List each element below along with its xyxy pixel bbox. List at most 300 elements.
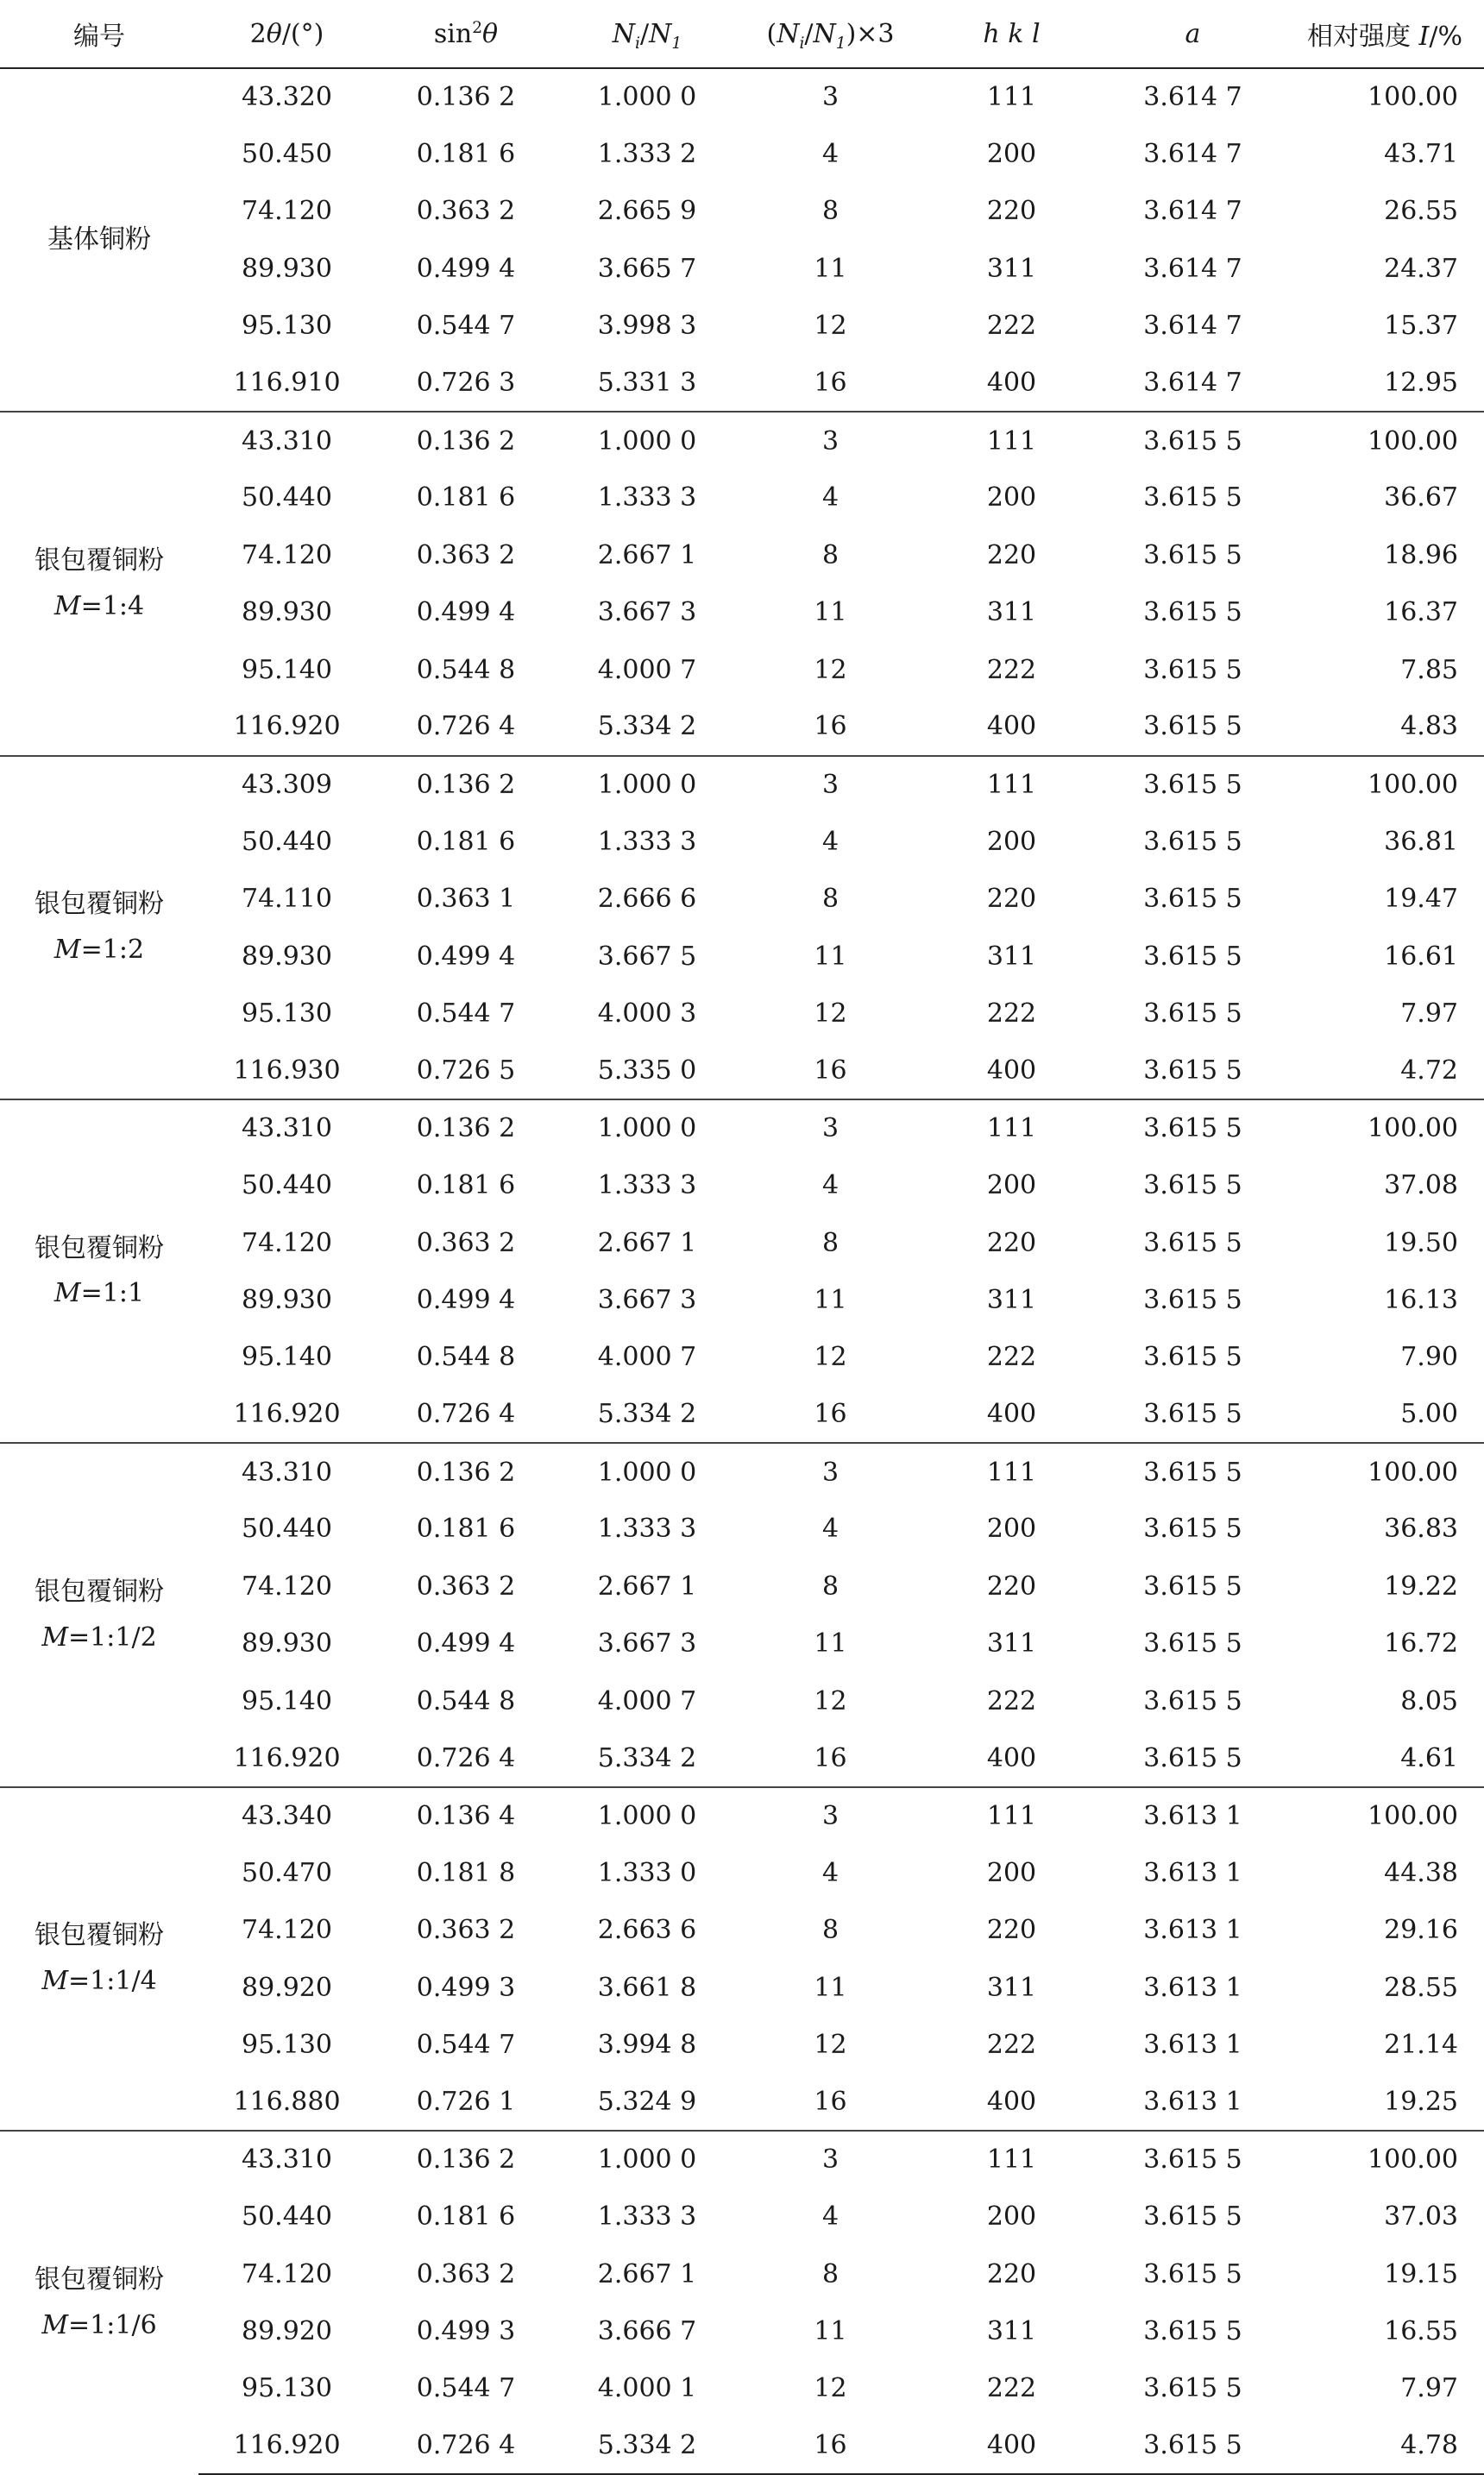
cell-ratio-x3: 16 [814, 1399, 847, 1430]
cell-ratio: 2.667 1 [597, 1227, 697, 1258]
cell-sin2-theta: 0.544 7 [416, 2029, 516, 2060]
cell-ratio-x3: 3 [738, 1787, 923, 1844]
cell-sin2-theta: 0.363 1 [416, 884, 516, 915]
cell-lattice-a: 3.615 5 [1143, 1742, 1242, 1773]
cell-two-theta: 89.930 [242, 1284, 332, 1315]
cell-lattice-a: 3.613 1 [1143, 2029, 1242, 2060]
sample-label [0, 412, 198, 755]
cell-sin2-theta: 0.726 4 [416, 1742, 516, 1773]
cell-hkl: 222 [986, 1685, 1037, 1716]
cell-ratio-x3: 16 [738, 2417, 923, 2474]
cell-hkl: 200 [986, 139, 1037, 170]
sample-label [0, 68, 198, 412]
cell-ratio: 3.667 3 [597, 1284, 697, 1315]
cell-ratio-x3: 4 [821, 482, 839, 513]
cell-lattice-a: 3.615 5 [1143, 539, 1242, 570]
cell-lattice-a: 3.615 5 [1143, 1342, 1242, 1373]
cell-sin2-theta: 0.181 6 [416, 482, 516, 513]
cell-intensity: 44.38 [1384, 1857, 1458, 1888]
cell-sin2-theta: 0.726 4 [416, 1399, 516, 1430]
cell-intensity: 19.50 [1384, 1227, 1458, 1258]
cell-ratio-x3: 3 [738, 1099, 923, 1156]
cell-sin2-theta: 0.499 4 [416, 1284, 516, 1315]
cell-intensity: 16.72 [1384, 1628, 1458, 1659]
cell-lattice-a: 3.614 7 [1143, 311, 1242, 342]
cell-lattice-a: 3.615 5 [1143, 711, 1242, 742]
cell-two-theta: 95.130 [242, 2373, 332, 2404]
cell-intensity: 19.15 [1384, 2258, 1458, 2289]
sample-group [0, 1443, 1484, 1786]
table-row [0, 240, 1484, 297]
cell-ratio-x3: 11 [814, 941, 847, 972]
cell-hkl: 400 [986, 1055, 1037, 1086]
cell-ratio: 1.000 0 [556, 1443, 738, 1500]
table-row [0, 1844, 1484, 1901]
cell-sin2-theta: 0.726 1 [416, 2086, 516, 2117]
cell-sin2-theta: 0.363 2 [416, 1571, 516, 1602]
cell-lattice-a: 3.615 5 [1100, 1443, 1286, 1500]
cell-ratio-x3: 16 [814, 711, 847, 742]
cell-intensity: 26.55 [1384, 196, 1458, 227]
cell-ratio-x3: 12 [814, 2373, 847, 2404]
sample-label [0, 756, 198, 1099]
cell-sin2-theta: 0.544 7 [416, 311, 516, 342]
cell-lattice-a: 3.614 7 [1143, 368, 1242, 399]
cell-lattice-a: 3.615 5 [1143, 1514, 1242, 1545]
cell-hkl: 220 [986, 2258, 1037, 2289]
cell-lattice-a: 3.613 1 [1143, 2086, 1242, 2117]
cell-lattice-a: 3.613 1 [1100, 1787, 1286, 1844]
sample-label [0, 1443, 198, 1786]
header-lattice-a: a [1100, 0, 1286, 68]
cell-hkl: 220 [986, 1571, 1037, 1602]
cell-ratio-x3: 12 [814, 654, 847, 685]
cell-lattice-a: 3.615 5 [1143, 2373, 1242, 2404]
cell-hkl: 111 [923, 1787, 1100, 1844]
cell-lattice-a: 3.615 5 [1143, 2201, 1242, 2233]
cell-ratio-x3: 12 [814, 998, 847, 1029]
cell-intensity: 19.25 [1384, 2086, 1458, 2117]
cell-ratio: 5.334 2 [597, 1742, 697, 1773]
cell-ratio: 1.333 3 [597, 482, 697, 513]
cell-ratio-x3: 8 [821, 1915, 839, 1946]
header-ratio: $N_i/N_1$ [556, 0, 738, 68]
cell-sin2-theta: 0.136 4 [375, 1787, 556, 1844]
sample-name: 银包覆铜粉 [35, 1920, 164, 1951]
cell-intensity: 16.37 [1384, 597, 1458, 628]
cell-ratio: 1.333 3 [597, 826, 697, 857]
cell-two-theta: 50.440 [242, 826, 332, 857]
cell-two-theta: 43.309 [198, 756, 375, 813]
cell-ratio: 3.666 7 [597, 2315, 697, 2346]
cell-intensity: 7.90 [1400, 1342, 1458, 1373]
cell-two-theta: 43.310 [198, 2131, 375, 2188]
cell-ratio: 1.333 3 [597, 2201, 697, 2233]
cell-hkl: 400 [986, 1742, 1037, 1773]
cell-hkl: 220 [986, 1227, 1037, 1258]
cell-ratio-x3: 8 [821, 2258, 839, 2289]
cell-lattice-a: 3.615 5 [1143, 941, 1242, 972]
cell-hkl: 222 [986, 654, 1037, 685]
cell-sin2-theta: 0.726 5 [416, 1055, 516, 1086]
cell-intensity: 100.00 [1368, 82, 1458, 113]
cell-ratio: 2.667 1 [597, 2258, 697, 2289]
cell-hkl: 400 [986, 368, 1037, 399]
cell-ratio-x3: 12 [814, 311, 847, 342]
cell-hkl: 222 [986, 2029, 1037, 2060]
table-row [0, 1099, 1484, 1156]
cell-sin2-theta: 0.136 2 [375, 2131, 556, 2188]
table-row [0, 526, 1484, 583]
table-row [0, 1214, 1484, 1271]
cell-sin2-theta: 0.544 7 [416, 2373, 516, 2404]
cell-ratio-x3: 8 [821, 1571, 839, 1602]
cell-two-theta: 50.440 [242, 1170, 332, 1201]
cell-intensity: 4.72 [1400, 1055, 1458, 1086]
cell-ratio-x3: 11 [814, 597, 847, 628]
cell-hkl: 111 [923, 2131, 1100, 2188]
cell-lattice-a: 3.615 5 [1143, 1055, 1242, 1086]
cell-two-theta: 116.880 [233, 2086, 341, 2117]
cell-intensity: 100.00 [1286, 1443, 1484, 1500]
sample-label [0, 2131, 198, 2474]
cell-ratio-x3: 11 [814, 2315, 847, 2346]
cell-lattice-a: 3.615 5 [1143, 1685, 1242, 1716]
sample-group [0, 2131, 1484, 2474]
cell-ratio-x3: 4 [821, 139, 839, 170]
cell-intensity: 36.83 [1384, 1514, 1458, 1545]
cell-lattice-a: 3.615 5 [1100, 2417, 1286, 2474]
cell-hkl: 111 [986, 82, 1037, 113]
cell-lattice-a: 3.615 5 [1143, 597, 1242, 628]
cell-two-theta: 89.930 [242, 1628, 332, 1659]
table-row [0, 2016, 1484, 2073]
cell-two-theta: 74.110 [242, 884, 332, 915]
table-row [0, 1729, 1484, 1786]
cell-two-theta: 95.140 [242, 654, 332, 685]
cell-sin2-theta: 0.181 6 [416, 1170, 516, 1201]
cell-two-theta: 43.310 [198, 1099, 375, 1156]
sample-ratio: M=1:4 [53, 590, 145, 621]
table-row [0, 1271, 1484, 1328]
table-row [0, 355, 1484, 412]
table-row [0, 1787, 1484, 1844]
sample-name: 银包覆铜粉 [35, 1577, 164, 1608]
cell-intensity: 19.47 [1384, 884, 1458, 915]
cell-two-theta: 74.120 [242, 1227, 332, 1258]
cell-ratio-x3: 4 [821, 2201, 839, 2233]
table-row [0, 756, 1484, 813]
cell-ratio-x3: 11 [814, 253, 847, 284]
cell-intensity: 4.83 [1400, 711, 1458, 742]
table-row [0, 1959, 1484, 2016]
cell-hkl: 222 [986, 311, 1037, 342]
cell-hkl: 111 [923, 1099, 1100, 1156]
cell-ratio-x3: 11 [814, 1628, 847, 1659]
cell-lattice-a: 3.614 7 [1143, 196, 1242, 227]
sample-ratio: M=1:1 [53, 1278, 145, 1309]
sample-ratio: M=1:1/2 [41, 1622, 157, 1653]
cell-lattice-a: 3.614 7 [1143, 139, 1242, 170]
cell-sin2-theta: 0.363 2 [416, 1227, 516, 1258]
cell-sin2-theta: 0.544 8 [416, 1685, 516, 1716]
cell-intensity: 16.61 [1384, 941, 1458, 972]
cell-ratio: 1.000 0 [556, 412, 738, 469]
cell-two-theta: 50.450 [242, 139, 332, 170]
cell-hkl: 220 [986, 539, 1037, 570]
cell-intensity: 24.37 [1384, 253, 1458, 284]
cell-sin2-theta: 0.363 2 [416, 2258, 516, 2289]
table-row [0, 698, 1484, 755]
cell-sin2-theta: 0.726 3 [416, 368, 516, 399]
sample-name: 基体铜粉 [47, 224, 151, 255]
cell-two-theta: 116.920 [198, 2417, 375, 2474]
cell-hkl: 200 [986, 1514, 1037, 1545]
cell-ratio-x3: 8 [821, 884, 839, 915]
table-row [0, 928, 1484, 985]
cell-hkl: 400 [923, 2417, 1100, 2474]
cell-intensity: 7.97 [1400, 998, 1458, 1029]
cell-hkl: 220 [986, 884, 1037, 915]
cell-two-theta: 74.120 [242, 196, 332, 227]
table-row [0, 1902, 1484, 1959]
cell-hkl: 220 [986, 196, 1037, 227]
cell-ratio: 5.334 2 [597, 711, 697, 742]
table-row [0, 1042, 1484, 1099]
cell-ratio-x3: 3 [738, 412, 923, 469]
cell-intensity: 37.03 [1384, 2201, 1458, 2233]
cell-intensity: 12.95 [1384, 368, 1458, 399]
table-row [0, 870, 1484, 927]
table-row [0, 2074, 1484, 2131]
cell-two-theta: 95.130 [242, 2029, 332, 2060]
cell-hkl: 311 [986, 941, 1037, 972]
cell-two-theta: 116.910 [233, 368, 341, 399]
table-row [0, 298, 1484, 355]
table-row [0, 2245, 1484, 2302]
cell-hkl: 111 [923, 412, 1100, 469]
cell-ratio: 1.333 3 [597, 1170, 697, 1201]
table-row [0, 2417, 1484, 2474]
cell-intensity: 28.55 [1384, 1972, 1458, 2003]
sample-group [0, 756, 1484, 1099]
cell-ratio: 5.324 9 [597, 2086, 697, 2117]
cell-hkl: 311 [986, 597, 1037, 628]
table-row [0, 985, 1484, 1042]
cell-two-theta: 116.920 [233, 1742, 341, 1773]
cell-ratio: 3.661 8 [597, 1972, 697, 2003]
cell-intensity: 43.71 [1384, 139, 1458, 170]
sample-name: 银包覆铜粉 [35, 2264, 164, 2296]
cell-sin2-theta: 0.136 2 [375, 1099, 556, 1156]
cell-two-theta: 43.320 [242, 82, 332, 113]
cell-ratio-x3: 4 [821, 826, 839, 857]
cell-two-theta: 43.340 [198, 1787, 375, 1844]
cell-ratio: 5.334 2 [556, 2417, 738, 2474]
cell-lattice-a: 3.615 5 [1143, 1399, 1242, 1430]
cell-intensity: 37.08 [1384, 1170, 1458, 1201]
table-row [0, 2131, 1484, 2188]
cell-lattice-a: 3.615 5 [1143, 1170, 1242, 1201]
cell-ratio-x3: 11 [814, 1972, 847, 2003]
cell-ratio: 4.000 1 [597, 2373, 697, 2404]
cell-intensity: 16.55 [1384, 2315, 1458, 2346]
cell-sin2-theta: 0.181 6 [416, 2201, 516, 2233]
table-row [0, 1329, 1484, 1386]
cell-two-theta: 89.920 [242, 2315, 332, 2346]
cell-ratio: 2.667 1 [597, 539, 697, 570]
cell-ratio: 4.000 7 [597, 654, 697, 685]
cell-intensity: 8.05 [1400, 1685, 1458, 1716]
cell-sin2-theta: 0.181 6 [416, 1514, 516, 1545]
cell-sin2-theta: 0.544 8 [416, 1342, 516, 1373]
cell-hkl: 200 [986, 1170, 1037, 1201]
cell-two-theta: 89.920 [242, 1972, 332, 2003]
sample-group [0, 412, 1484, 755]
cell-lattice-a: 3.615 5 [1143, 482, 1242, 513]
table-row [0, 412, 1484, 469]
cell-sin2-theta: 0.136 2 [416, 82, 516, 113]
cell-intensity: 4.78 [1286, 2417, 1484, 2474]
cell-sin2-theta: 0.363 2 [416, 539, 516, 570]
table-row [0, 1443, 1484, 1500]
cell-sin2-theta: 0.499 4 [416, 597, 516, 628]
table-row [0, 68, 1484, 125]
cell-intensity: 100.00 [1286, 1099, 1484, 1156]
cell-ratio-x3: 3 [738, 1443, 923, 1500]
cell-intensity: 16.13 [1384, 1284, 1458, 1315]
table-row [0, 584, 1484, 641]
cell-two-theta: 89.930 [242, 597, 332, 628]
table-row [0, 1386, 1484, 1443]
cell-sin2-theta: 0.181 6 [416, 139, 516, 170]
cell-two-theta: 50.440 [242, 482, 332, 513]
cell-two-theta: 74.120 [242, 1915, 332, 1946]
cell-ratio: 2.666 6 [597, 884, 697, 915]
cell-two-theta: 116.920 [233, 1399, 341, 1430]
cell-hkl: 311 [986, 1972, 1037, 2003]
cell-ratio-x3: 3 [821, 82, 839, 113]
cell-sin2-theta: 0.499 4 [416, 253, 516, 284]
sample-ratio: M=1:1/6 [41, 2309, 157, 2340]
cell-hkl: 311 [986, 1628, 1037, 1659]
cell-lattice-a: 3.615 5 [1143, 884, 1242, 915]
cell-sin2-theta: 0.136 2 [375, 412, 556, 469]
header-intensity: 相对强度 I/% [1286, 0, 1484, 68]
sample-name: 银包覆铜粉 [35, 1232, 164, 1263]
cell-hkl: 311 [986, 2315, 1037, 2346]
cell-intensity: 100.00 [1286, 412, 1484, 469]
sample-label [0, 1787, 198, 2131]
cell-sin2-theta: 0.544 7 [416, 998, 516, 1029]
cell-ratio-x3: 3 [738, 756, 923, 813]
cell-sin2-theta: 0.181 6 [416, 826, 516, 857]
cell-hkl: 222 [986, 2373, 1037, 2404]
cell-ratio: 4.000 7 [597, 1342, 697, 1373]
cell-ratio-x3: 11 [814, 1284, 847, 1315]
cell-hkl: 400 [986, 711, 1037, 742]
cell-ratio-x3: 12 [814, 2029, 847, 2060]
table-row [0, 2360, 1484, 2417]
header-sin2-theta: $\sin^2\theta$ [375, 0, 556, 68]
header-two-theta: 2θ/(°) [198, 0, 375, 68]
cell-ratio: 4.000 3 [597, 998, 697, 1029]
cell-sin2-theta: 0.181 8 [416, 1857, 516, 1888]
cell-hkl: 111 [923, 756, 1100, 813]
cell-sin2-theta: 0.726 4 [375, 2417, 556, 2474]
cell-hkl: 311 [986, 253, 1037, 284]
cell-hkl: 111 [923, 1443, 1100, 1500]
cell-ratio-x3: 16 [814, 368, 847, 399]
cell-lattice-a: 3.615 5 [1143, 826, 1242, 857]
cell-sin2-theta: 0.499 3 [416, 2315, 516, 2346]
sample-name: 银包覆铜粉 [35, 545, 164, 576]
sample-label [0, 1099, 198, 1443]
cell-hkl: 220 [986, 1915, 1037, 1946]
table-row [0, 1156, 1484, 1213]
cell-ratio: 1.333 2 [597, 139, 697, 170]
cell-sin2-theta: 0.136 2 [375, 756, 556, 813]
table-row [0, 1501, 1484, 1558]
cell-hkl: 400 [986, 1399, 1037, 1430]
cell-ratio-x3: 12 [814, 1342, 847, 1373]
cell-ratio-x3: 16 [814, 1055, 847, 1086]
cell-ratio-x3: 16 [814, 1742, 847, 1773]
cell-two-theta: 74.120 [242, 1571, 332, 1602]
cell-ratio: 5.331 3 [597, 368, 697, 399]
cell-ratio-x3: 4 [821, 1857, 839, 1888]
cell-lattice-a: 3.615 5 [1100, 756, 1286, 813]
cell-ratio-x3: 8 [821, 539, 839, 570]
sample-group [0, 68, 1484, 412]
cell-intensity: 36.81 [1384, 826, 1458, 857]
cell-intensity: 18.96 [1384, 539, 1458, 570]
cell-hkl: 222 [986, 998, 1037, 1029]
table-row [0, 2302, 1484, 2359]
cell-ratio: 1.000 0 [556, 2131, 738, 2188]
cell-ratio: 1.000 0 [597, 82, 697, 113]
cell-sin2-theta: 0.544 8 [416, 654, 516, 685]
cell-two-theta: 89.930 [242, 253, 332, 284]
cell-ratio: 3.667 3 [597, 597, 697, 628]
cell-sin2-theta: 0.499 4 [416, 1628, 516, 1659]
cell-intensity: 15.37 [1384, 311, 1458, 342]
cell-two-theta: 50.440 [242, 2201, 332, 2233]
cell-intensity: 19.22 [1384, 1571, 1458, 1602]
cell-hkl: 311 [986, 1284, 1037, 1315]
header-id: 编号 [0, 0, 198, 68]
cell-intensity: 100.00 [1286, 756, 1484, 813]
table-row [0, 1615, 1484, 1672]
cell-two-theta: 50.440 [242, 1514, 332, 1545]
sample-name: 银包覆铜粉 [35, 889, 164, 920]
cell-two-theta: 74.120 [242, 539, 332, 570]
cell-sin2-theta: 0.726 4 [416, 711, 516, 742]
table-row [0, 2188, 1484, 2245]
sample-group [0, 1099, 1484, 1443]
cell-lattice-a: 3.615 5 [1143, 1571, 1242, 1602]
sample-group [0, 1787, 1484, 2131]
header-hkl: h k l [923, 0, 1100, 68]
cell-ratio: 4.000 7 [597, 1685, 697, 1716]
cell-hkl: 222 [986, 1342, 1037, 1373]
cell-ratio: 1.333 0 [597, 1857, 697, 1888]
cell-ratio-x3: 8 [821, 1227, 839, 1258]
cell-ratio: 3.667 3 [597, 1628, 697, 1659]
cell-ratio: 1.000 0 [556, 756, 738, 813]
cell-two-theta: 89.930 [242, 941, 332, 972]
cell-two-theta: 95.130 [242, 998, 332, 1029]
